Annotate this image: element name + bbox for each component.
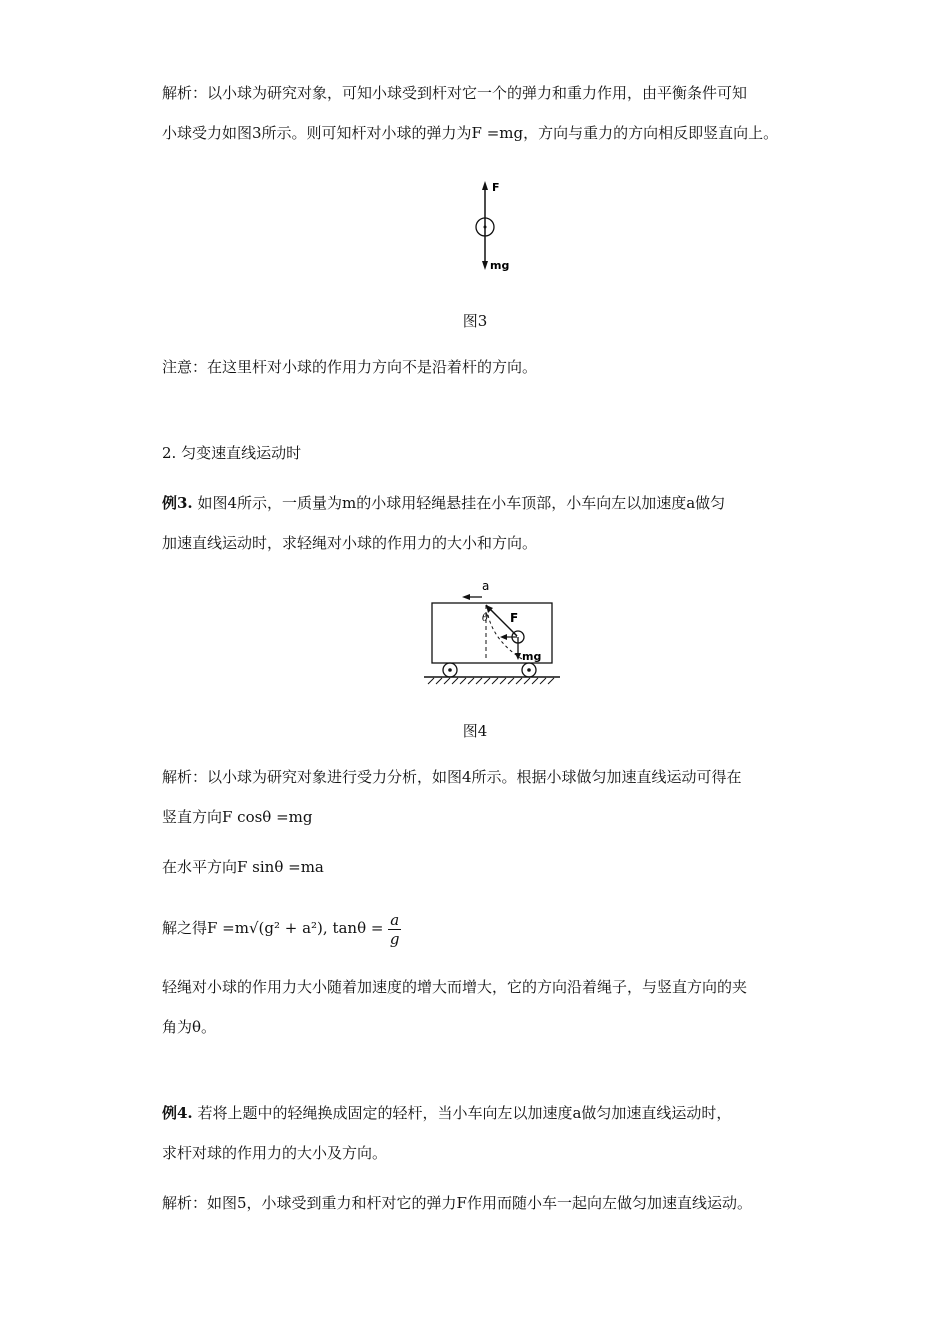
section-2-heading: 2. 匀变速直线运动时 [162, 444, 302, 462]
arrow-down-head [482, 261, 488, 270]
para1-line1: 解析：以小球为研究对象，可知小球受到杆对它一个的弹力和重力作用，由平衡条件可知 [162, 84, 748, 102]
solution-3-line4 [162, 910, 822, 948]
solution-3-line5: 轻绳对小球的作用力大小随着加速度的增大而增大，它的方向沿着绳子，与竖直方向的夹 [162, 978, 748, 996]
accel-arrow-head [462, 594, 470, 600]
solution-3-line2: 竖直方向F cosθ =mg [162, 808, 313, 826]
example-3-text1: 如图4所示，一质量为m的小球用轻绳悬挂在小车顶部，小车向左以加速度a做匀 [197, 494, 726, 512]
fig4-label-a: a [482, 579, 490, 593]
solution-3-line1: 解析：以小球为研究对象进行受力分析，如图4所示。根据小球做匀加速直线运动可得在 [162, 768, 742, 786]
fig3-label-f: F [492, 181, 500, 194]
example-4-text1: 若将上题中的轻绳换成固定的轻杆，当小车向左以加速度a做匀加速直线运动时， [197, 1104, 732, 1122]
example-4-line2: 求杆对球的作用力的大小及方向。 [162, 1144, 388, 1162]
example-3-line2: 加速直线运动时，求轻绳对小球的作用力的大小和方向。 [162, 534, 538, 552]
example-4-line1 [162, 1102, 822, 1124]
solution-3-result: 解之得F =m√(g² + a²), tanθ = [162, 919, 384, 937]
fig3-caption: 图3 [462, 312, 488, 330]
arrow-up-head [482, 181, 488, 190]
figure-4 [422, 575, 562, 690]
solution-3-line6: 角为θ。 [162, 1018, 217, 1036]
para1-line2: 小球受力如图3所示。则可知杆对小球的弹力为F =mg，方向与重力的方向相反即竖直向上。 [162, 124, 779, 142]
figure-3 [460, 175, 530, 275]
solution-4-line1: 解析：如图5，小球受到重力和杆对它的弹力F作用而随小车一起向左做匀加速直线运动。 [162, 1194, 752, 1212]
note: 注意：在这里杆对小球的作用力方向不是沿着杆的方向。 [162, 358, 538, 376]
fig4-label-f: F [510, 611, 519, 625]
tan-fraction [388, 911, 401, 948]
example-4-label: 例4. [162, 1104, 193, 1122]
fig4-caption: 图4 [462, 722, 488, 740]
fraction-denominator: g [389, 929, 400, 948]
solution-3-line3: 在水平方向F sinθ =ma [162, 858, 324, 876]
fig4-label-theta: θ [482, 613, 489, 624]
fraction-numerator: a [390, 910, 400, 929]
example-3-label: 例3. [162, 494, 193, 512]
fig3-label-mg: mg [490, 259, 510, 272]
example-3-line1 [162, 492, 822, 514]
fig4-label-mg: mg [522, 650, 542, 663]
